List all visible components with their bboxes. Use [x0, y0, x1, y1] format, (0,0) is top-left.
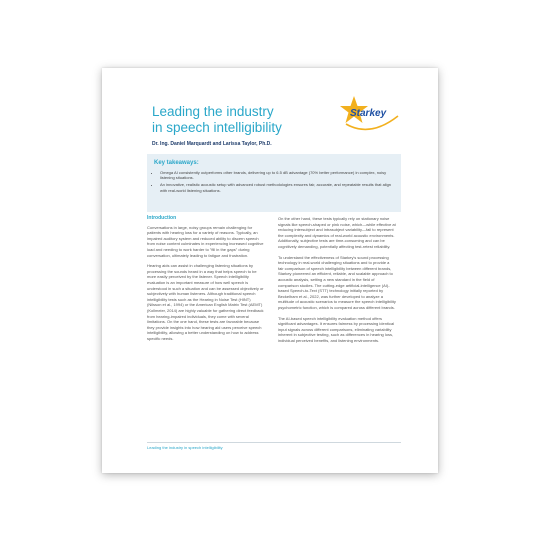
document-page	[102, 68, 438, 473]
authors-line: Dr. Ing. Daniel Marquardt and Larissa Taylor, Ph.D.	[152, 141, 272, 147]
title-line-2: in speech intelligibility	[152, 120, 282, 135]
takeaways-list	[153, 170, 398, 195]
body-paragraph: To understand the effectiveness of Starkey's sound processing technology in real-world challenging situations and to provide a fair comparison of speech intelligibility between different brands, Starkey pioneered an efficient, reliable, and scalable approach to acoustic analysis, setting a new standard in the field of comparison studies. The cutting-edge artificial-intelligence (AI)-based Speech-to-Text (STT) technology initially reported by Beckelham et al., 2022, was further developed to analyze a multitude of acoustic scenarios to measure the speech intelligibility psychometric function, which is compared across different brands.	[278, 254, 396, 310]
takeaway-item: • Omega AI consistently outperforms other brands, delivering up to 6.5 dB advantage (70% better performance) in complex, noisy listening situations.	[160, 170, 398, 180]
body-paragraph: Conversations in large, noisy groups remain challenging for patients with hearing loss for a variety of reasons. Typically, an impaired auditory system and reduced ability to discern speech from noise content culminates in experiencing increased cognitive load and needing to work harder to "fill in the gaps" during conversation, ultimately leading to fatigue and frustration.	[147, 224, 264, 258]
takeaway-item: • An innovative, realistic acoustic setup with advanced robust methodologies ensures fair, accurate, and repeatable results that align with real-world listening situations.	[160, 182, 398, 192]
logo-text: Starkey	[350, 108, 387, 119]
footer-text: Leading the industry in speech intelligibility	[147, 445, 223, 450]
starkey-logo	[340, 94, 400, 146]
introduction-heading: Introduction	[147, 215, 177, 221]
title-line-1: Leading the industry	[152, 104, 274, 119]
takeaways-heading: Key takeaways:	[154, 160, 199, 166]
body-paragraph: Hearing aids can assist in challenging listening situations by processing the sounds heard in a way that helps speech to be more easily perceived by the listener. Speech intelligibility evaluation is an important measure of how well speech is understood in such a situation and can be assessed objectively or subjectively with human listeners. Although traditional speech intelligibility tests such as the Hearing in Noise Test (HINT) (Nilsson et al., 1994) or the American English Matrix Test (AEMT) (Kollmeier, 2014) are highly valuable for gathering direct feedback from hearing-impaired individuals, they come with several limitations. On the one hand, these tests are favorable because they provide insights into how hearing aid users perceive speech intelligibility, allowing a better understanding on how to address specific needs.	[147, 263, 264, 341]
body-paragraph: The AI-based speech intelligibility evaluation method offers significant advantages. It ensures fairness by processing identical input signals across different comparisons, eliminating variability inherent in subjective testing, such as differences in hearing loss, individual perceived benefits, and listening environments.	[278, 315, 395, 343]
footer-divider	[147, 442, 401, 443]
right-column	[278, 216, 396, 348]
key-takeaways-box	[147, 154, 401, 212]
body-paragraph: On the other hand, these tests typically rely on stationary noise signals like speech-shaped or pink noise, which—while effective at reducing intersubject and intrasubject variability—fail to represent the complexity and dynamics of real-world acoustic environments. Additionally, subjective tests are time-consuming and can be cognitively demanding, potentially affecting test-retest reliability.	[278, 216, 396, 249]
document-title	[152, 104, 372, 136]
left-column	[147, 216, 265, 346]
